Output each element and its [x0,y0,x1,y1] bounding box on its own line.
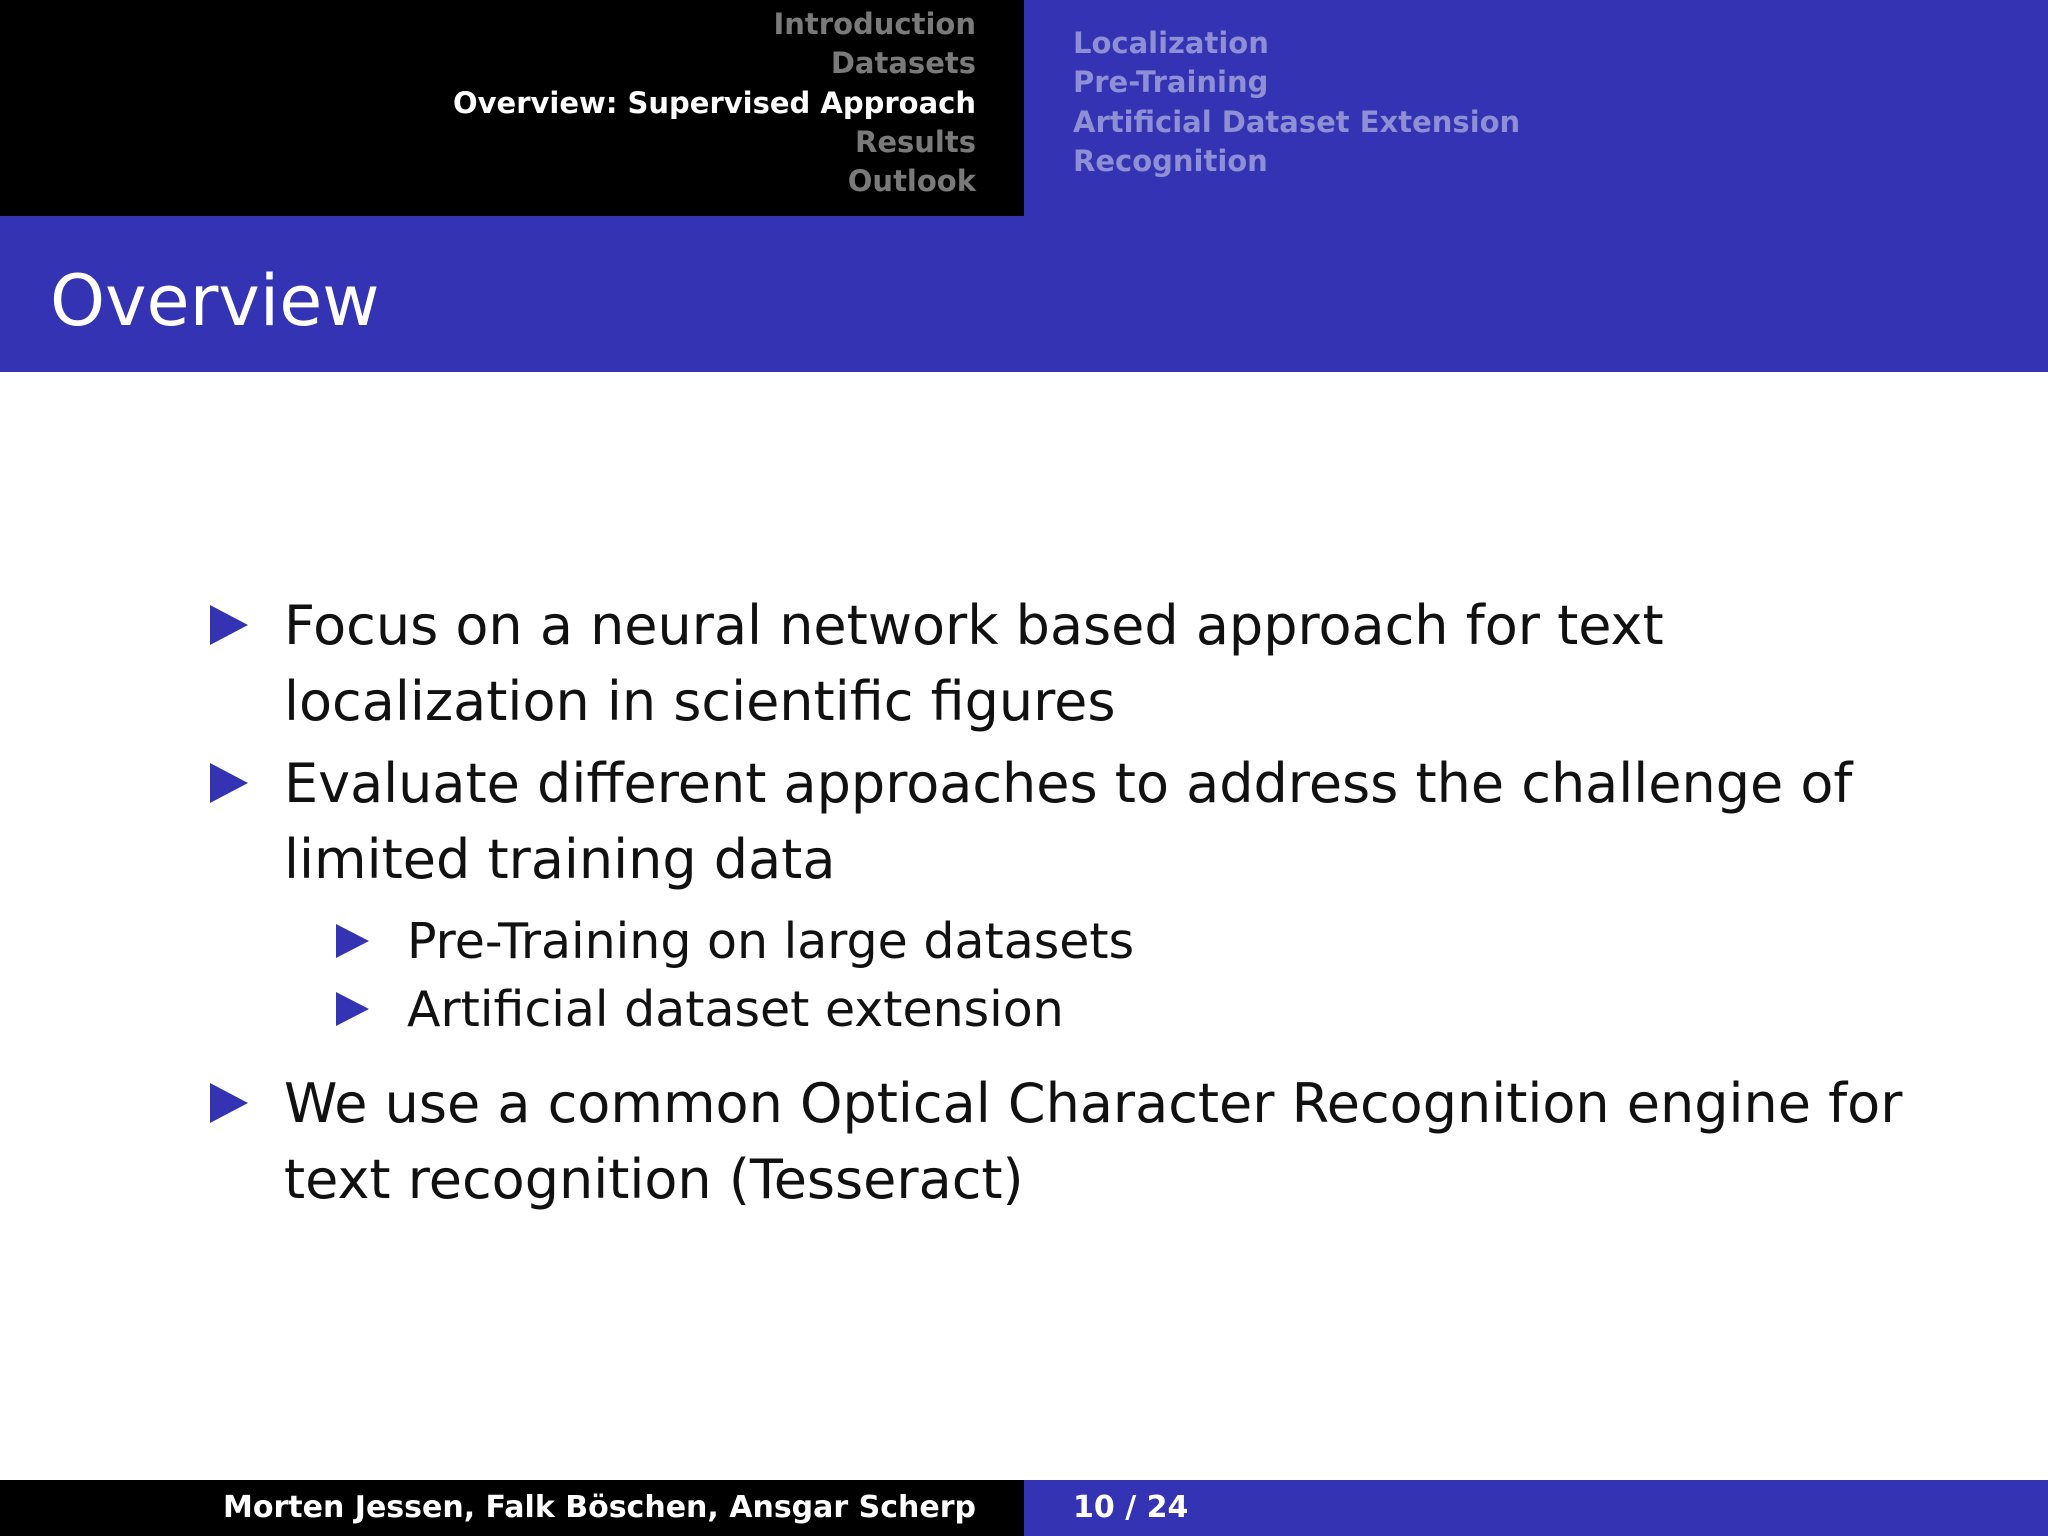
nav-section-outlook[interactable]: Outlook [847,164,976,199]
sub-bullet-item [210,976,1910,1044]
nav-section-overview-supervised-approach[interactable]: Overview: Supervised Approach [452,85,976,120]
section-navigation [0,0,1024,216]
bullet-arrow-icon [210,1083,248,1123]
sub-bullet-arrow-icon [336,924,369,958]
frame-title-bar [0,216,2048,372]
sub-bullet-text: Artificial dataset extension [407,981,1064,1038]
sub-bullet-list [210,908,1910,1044]
nav-subsection-artificial-dataset-extension[interactable]: Artificial Dataset Extension [1073,104,1521,139]
frame-title: Overview [50,260,380,342]
bullet-text: We use a common Optical Character Recognition engine for text recognition (Tesseract) [284,1072,1903,1211]
sub-bullet-text: Pre-Training on large datasets [407,913,1135,970]
bullet-arrow-icon [210,763,248,803]
sub-bullet-arrow-icon [336,992,369,1026]
bullet-text: Focus on a neural network based approach for text localization in scientific figures [284,594,1664,733]
page-number: 10 / 24 [1073,1490,1189,1525]
section-list [453,5,976,201]
footer-page-bar [1024,1480,2048,1536]
nav-subsection-recognition[interactable]: Recognition [1073,143,1268,178]
subsection-list [1073,24,1520,181]
footer-authors: Morten Jessen, Falk Böschen, Ansgar Scherp [223,1490,976,1525]
bullet-item [210,746,1910,1044]
footer-authors-bar [0,1480,1024,1536]
bullet-arrow-icon [210,605,248,645]
subsection-navigation [1024,0,2048,216]
nav-section-introduction[interactable]: Introduction [773,7,976,41]
nav-section-datasets[interactable]: Datasets [830,46,976,81]
nav-section-results[interactable]: Results [855,124,976,159]
sub-bullet-item [210,908,1910,976]
nav-subsection-pre-training[interactable]: Pre-Training [1073,65,1269,100]
nav-subsection-localization[interactable]: Localization [1073,26,1269,60]
bullet-item [210,588,1910,740]
slide-content [210,588,1910,1224]
bullet-item [210,1066,1910,1218]
bullet-text: Evaluate different approaches to address the challenge of limited training data [284,752,1853,891]
